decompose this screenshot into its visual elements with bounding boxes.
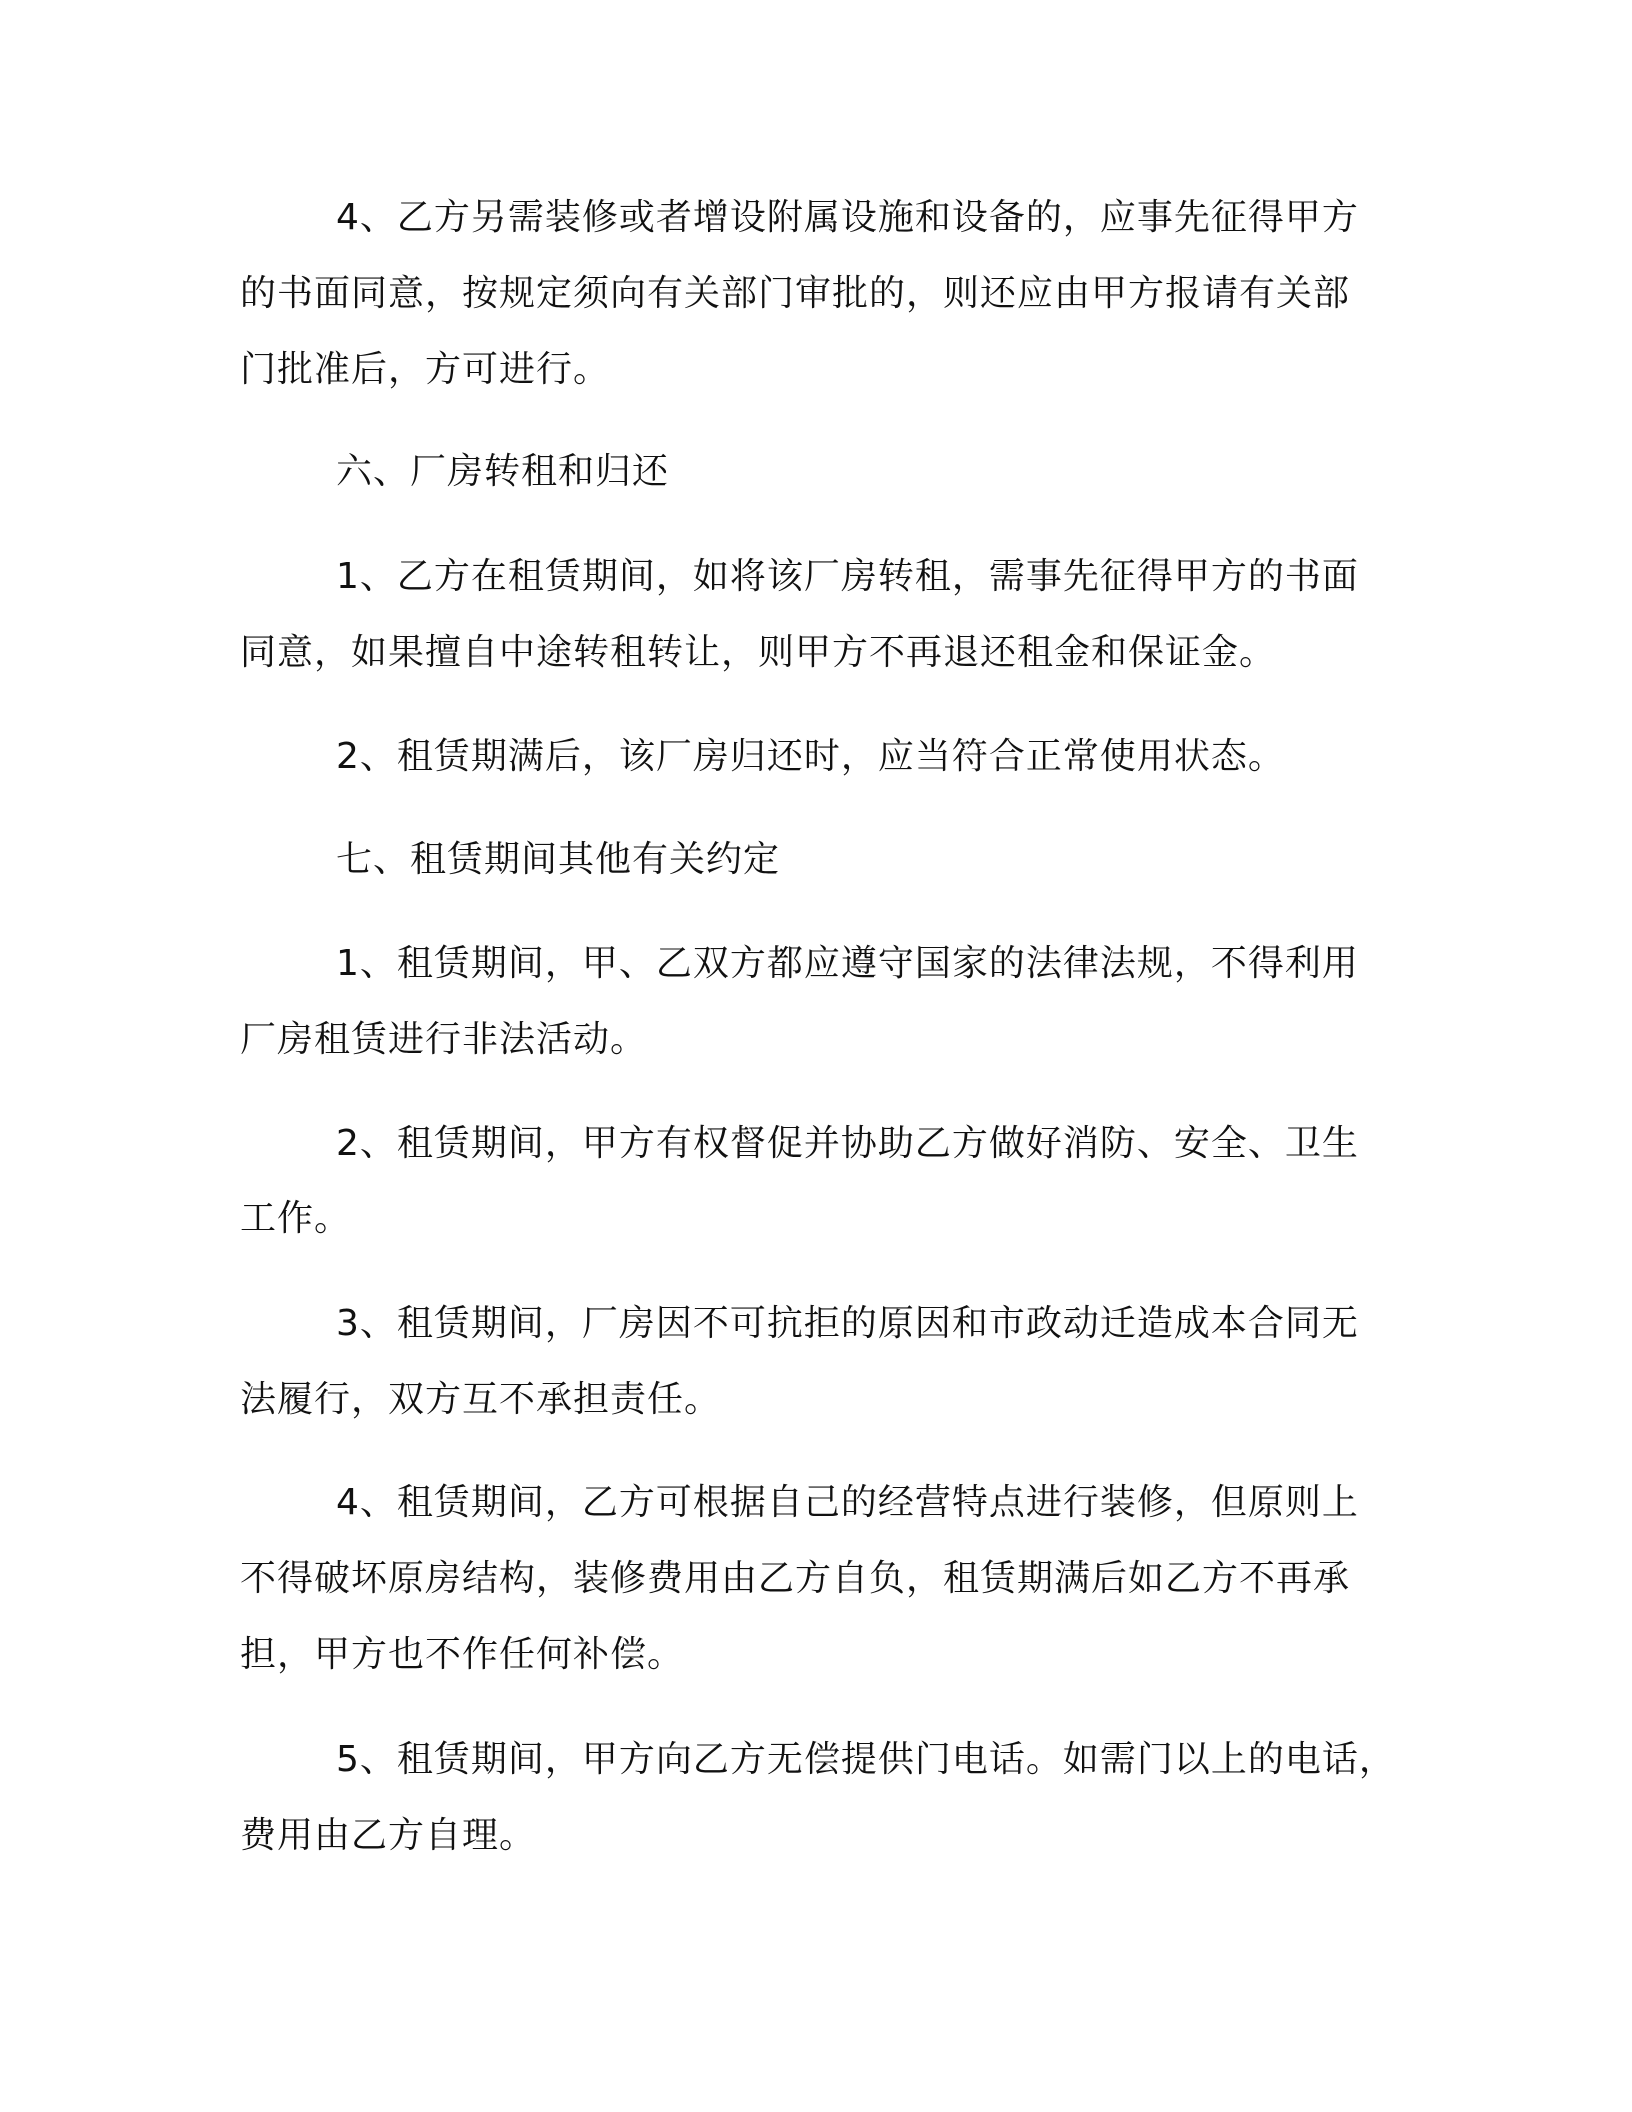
paragraph-line: 4、租赁期间，乙方可根据自己的经营特点进行装修，但原则上	[336, 1482, 1359, 1523]
paragraph-line: 2、租赁期间，甲方有权督促并协助乙方做好消防、安全、卫生	[336, 1123, 1359, 1164]
paragraph-line: 担，甲方也不作任何补偿。	[240, 1634, 685, 1675]
section-heading: 六、厂房转租和归还	[336, 451, 670, 492]
paragraph-line: 厂房租赁进行非法活动。	[240, 1019, 648, 1060]
paragraph-line: 3、租赁期间，厂房因不可抗拒的原因和市政动迁造成本合同无	[336, 1303, 1359, 1344]
paragraph-line: 1、乙方在租赁期间，如将该厂房转租，需事先征得甲方的书面	[336, 556, 1359, 597]
paragraph-line: 同意，如果擅自中途转租转让，则甲方不再退还租金和保证金。	[240, 632, 1277, 673]
paragraph-line: 门批准后，方可进行。	[240, 349, 611, 390]
paragraph-line: 费用由乙方自理。	[240, 1815, 537, 1856]
paragraph-line: 工作。	[240, 1198, 352, 1239]
paragraph-line: 的书面同意，按规定须向有关部门审批的，则还应由甲方报请有关部	[240, 273, 1351, 314]
paragraph-line: 5、租赁期间，甲方向乙方无偿提供门电话。如需门以上的电话，	[336, 1739, 1396, 1780]
paragraph-line: 不得破坏原房结构，装修费用由乙方自负，租赁期满后如乙方不再承	[240, 1558, 1351, 1599]
paragraph-line: 4、乙方另需装修或者增设附属设施和设备的，应事先征得甲方	[336, 197, 1359, 238]
section-heading: 七、租赁期间其他有关约定	[336, 839, 781, 880]
paragraph-line: 1、租赁期间，甲、乙双方都应遵守国家的法律法规，不得利用	[336, 943, 1359, 984]
paragraph-line: 2、租赁期满后，该厂房归还时，应当符合正常使用状态。	[336, 736, 1285, 777]
paragraph-line: 法履行，双方互不承担责任。	[240, 1379, 722, 1420]
